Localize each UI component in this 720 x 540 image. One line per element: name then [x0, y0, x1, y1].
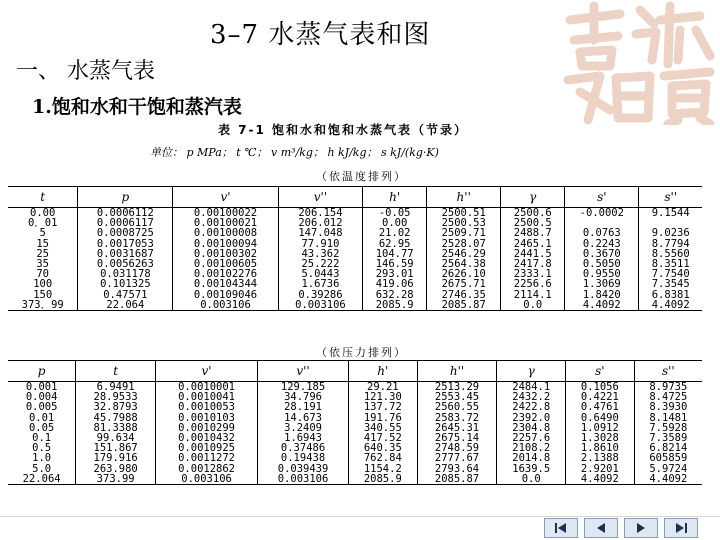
- table-row: [8, 474, 702, 485]
- table-cell: -0.0002: [565, 208, 639, 219]
- column-header: v': [156, 361, 258, 382]
- table-cell: 0.0008725: [78, 228, 173, 238]
- table-cell: 28.191: [258, 402, 349, 412]
- table-cell: 8.7794: [639, 239, 702, 249]
- table-cell: 2108.2: [497, 443, 566, 453]
- first-page-button[interactable]: [544, 518, 578, 538]
- table-cell: 4.4092: [566, 474, 635, 485]
- slide-navigation: [544, 518, 698, 538]
- table-cell: 2553.45: [417, 392, 497, 402]
- table-cell: 45.7988: [76, 413, 156, 423]
- table-cell: 2746.35: [427, 290, 501, 300]
- table-cell: 0.00100605: [173, 259, 278, 269]
- table-cell: 137.72: [349, 402, 418, 412]
- table-cell: 8.5560: [639, 249, 702, 259]
- table-cell: 2432.2: [497, 392, 566, 402]
- table-cell: 206.012: [278, 218, 363, 228]
- table-cell: 28.9533: [76, 392, 156, 402]
- table-cell: 7.5928: [634, 423, 702, 433]
- watermark-calligraphy: [560, 0, 720, 125]
- table-cell: 8.4725: [634, 392, 702, 402]
- table-cell: 100: [33, 278, 53, 291]
- table-cell: 0.00100021: [173, 218, 278, 228]
- table-cell: 9.0236: [639, 228, 702, 238]
- table-cell: 9.1544: [639, 208, 702, 219]
- table-cell: 2085.87: [417, 474, 497, 485]
- table-cell: 0.003106: [258, 474, 349, 485]
- table-cell: 0.0: [497, 474, 566, 485]
- table-cell: 2509.71: [427, 228, 501, 238]
- table-cell: 2793.64: [417, 464, 497, 474]
- table-cell: 0.003106: [278, 300, 363, 311]
- next-page-icon: [631, 522, 651, 534]
- table-cell: 0.00: [363, 218, 427, 228]
- subsection-title: 1.饱和水和干饱和蒸汽表: [32, 96, 242, 118]
- table-cell: 0.00100008: [173, 228, 278, 238]
- table-cell: 1154.2: [349, 464, 418, 474]
- previous-page-button[interactable]: [584, 518, 618, 538]
- table-cell: 0.05: [28, 421, 55, 434]
- table-cell: 1.8610: [566, 443, 635, 453]
- table-cell: 2500.6: [501, 208, 565, 219]
- table-cell: 34.796: [258, 392, 349, 402]
- table-cell: 0.0006112: [78, 208, 173, 219]
- table-cell: 2488.7: [501, 228, 565, 238]
- table-cell: 104.77: [363, 249, 427, 259]
- table-cell: 0.0012862: [156, 464, 258, 474]
- last-page-button[interactable]: [664, 518, 698, 538]
- table-cell: 1.0: [32, 452, 52, 465]
- table-cell: 99.634: [76, 433, 156, 443]
- table-cell: 32.8793: [76, 402, 156, 412]
- table-cell: 2560.55: [417, 402, 497, 412]
- table-cell: 7.7540: [639, 269, 702, 279]
- table-cell: 0.1: [32, 432, 52, 445]
- table-cell: 8.9735: [634, 382, 702, 393]
- table-cell: 6.8381: [639, 290, 702, 300]
- first-page-icon: [551, 522, 571, 534]
- column-header: s'': [639, 187, 702, 208]
- table-cell: 0.00109046: [173, 290, 278, 300]
- column-header: p: [8, 361, 76, 382]
- table-cell: 151.867: [76, 443, 156, 453]
- table-cell: 2528.07: [427, 239, 501, 249]
- table-cell: 2.9201: [566, 464, 635, 474]
- table-cell: 2085.9: [349, 474, 418, 485]
- table-cell: 0.6490: [566, 413, 635, 423]
- table-row: [8, 300, 702, 311]
- table-cell: 2422.8: [497, 402, 566, 412]
- column-header: p: [78, 187, 173, 208]
- table-cell: 0.0010103: [156, 413, 258, 423]
- table-cell: 0.0006117: [78, 218, 173, 228]
- table-cell: 0.39286: [278, 290, 363, 300]
- table-cell: 373.99: [76, 474, 156, 485]
- table-cell: 35: [36, 258, 50, 271]
- table-cell: 8.1481: [634, 413, 702, 423]
- units-line: 单位： p MPa； t ℃； v m³/kg； h kJ/kg； s kJ/(kg·K): [150, 146, 439, 159]
- table-cell: 419.06: [363, 279, 427, 289]
- table-cell: 6.8214: [634, 443, 702, 453]
- table-cell: 147.048: [278, 228, 363, 238]
- pressure-table-caption: （依压力排列）: [316, 346, 407, 359]
- table-cell: 7.3589: [634, 433, 702, 443]
- table-cell: 5.0443: [278, 269, 363, 279]
- table-cell: 0.0: [501, 300, 565, 311]
- table-cell: 1.6736: [278, 279, 363, 289]
- table-cell: 4.4092: [565, 300, 639, 311]
- column-header: s'': [634, 361, 702, 382]
- table-cell: 2626.10: [427, 269, 501, 279]
- table-cell: 77.910: [278, 239, 363, 249]
- table-cell: 0.0010299: [156, 423, 258, 433]
- table-cell: 2256.6: [501, 279, 565, 289]
- table-cell: 2675.14: [417, 433, 497, 443]
- table-cell: 1.6943: [258, 433, 349, 443]
- table-cell: 2546.29: [427, 249, 501, 259]
- section-title: 一、 水蒸气表: [16, 59, 155, 84]
- column-header: t: [8, 187, 78, 208]
- table-cell: 0.0056263: [78, 259, 173, 269]
- table-cell: 2014.8: [497, 453, 566, 463]
- table-cell: 146.59: [363, 259, 427, 269]
- table-cell: 762.84: [349, 453, 418, 463]
- table-cell: 2085.87: [427, 300, 501, 311]
- table-cell: 191.76: [349, 413, 418, 423]
- column-header: γ: [501, 187, 565, 208]
- table-cell: 62.95: [363, 239, 427, 249]
- table-cell: 0.00: [30, 207, 56, 219]
- footer-divider: [0, 516, 720, 517]
- table-cell: 1.0912: [566, 423, 635, 433]
- table-cell: 340.55: [349, 423, 418, 433]
- table-cell: 2257.6: [497, 433, 566, 443]
- table-cell: 0.0763: [565, 228, 639, 238]
- table-cell: 2.1388: [566, 453, 635, 463]
- table-cell: 1639.5: [497, 464, 566, 474]
- table-cell: 2114.1: [501, 290, 565, 300]
- table-cell: 5: [39, 227, 46, 240]
- column-header: h'': [427, 187, 501, 208]
- column-header: h': [363, 187, 427, 208]
- table-cell: 8.3930: [634, 402, 702, 412]
- table-cell: 4.4092: [634, 474, 702, 485]
- table-cell: 0.101325: [78, 279, 173, 289]
- table-cell: 0.00104344: [173, 279, 278, 289]
- table-cell: 70: [36, 268, 50, 281]
- table-cell: 0.039439: [258, 464, 349, 474]
- table-cell: 2777.67: [417, 453, 497, 463]
- table-cell: 0．01: [27, 217, 58, 230]
- table-cell: 4.4092: [639, 300, 702, 311]
- table-cell: 0.37486: [258, 443, 349, 453]
- table-cell: 14.673: [258, 413, 349, 423]
- table-cell: 0.0010053: [156, 402, 258, 412]
- table-cell: 29.21: [349, 382, 418, 393]
- table-cell: 0.0010001: [156, 382, 258, 393]
- table-cell: 25.222: [278, 259, 363, 269]
- column-header: h'': [417, 361, 497, 382]
- table-cell: 150: [33, 288, 53, 301]
- table-cell: 263.980: [76, 464, 156, 474]
- table-cell: 2500.51: [427, 208, 501, 219]
- table-cell: 0.031178: [78, 269, 173, 279]
- table-cell: 0.0017053: [78, 239, 173, 249]
- table-cell: 206.154: [278, 208, 363, 219]
- previous-page-icon: [591, 522, 611, 534]
- table-cell: 0.00100302: [173, 249, 278, 259]
- table-cell: 0.3670: [565, 249, 639, 259]
- table-cell: 81.3388: [76, 423, 156, 433]
- table-cell: 373．99: [8, 300, 78, 311]
- table-cell: 5.0: [32, 462, 52, 475]
- table-cell: 121.30: [349, 392, 418, 402]
- table-cell: 2748.59: [417, 443, 497, 453]
- table-cell: 0.003106: [156, 474, 258, 485]
- column-header: s': [565, 187, 639, 208]
- table-cell: 2465.1: [501, 239, 565, 249]
- table-cell: 0.005: [25, 401, 58, 414]
- column-header: v': [173, 187, 278, 208]
- table-cell: 0.001: [25, 381, 58, 393]
- table-cell: 2441.5: [501, 249, 565, 259]
- next-page-button[interactable]: [624, 518, 658, 538]
- table-cell: 2417.8: [501, 259, 565, 269]
- table-cell: 0.0031687: [78, 249, 173, 259]
- table-cell: 15: [36, 237, 50, 250]
- table-cell: 2583.72: [417, 413, 497, 423]
- table-cell: 129.185: [258, 382, 349, 393]
- table-cell: 2675.71: [427, 279, 501, 289]
- table-cell: 293.01: [363, 269, 427, 279]
- table-cell: 2500.53: [427, 218, 501, 228]
- table-cell: 0.9550: [565, 269, 639, 279]
- table-cell: 3.2409: [258, 423, 349, 433]
- table-cell: 605859: [634, 453, 702, 463]
- table-header-row: [8, 187, 702, 208]
- table-cell: 22.064: [78, 300, 173, 311]
- table-cell: 2564.38: [427, 259, 501, 269]
- table-cell: 0.0011272: [156, 453, 258, 463]
- table-cell: 43.362: [278, 249, 363, 259]
- last-page-icon: [671, 522, 691, 534]
- table-cell: 0.4761: [566, 402, 635, 412]
- table-cell: 2085.9: [363, 300, 427, 311]
- table-cell: 0.003106: [173, 300, 278, 311]
- table-cell: 0.004: [25, 391, 58, 404]
- table-cell: 7.3545: [639, 279, 702, 289]
- table-cell: -0.05: [363, 208, 427, 219]
- table-cell: 179.916: [76, 453, 156, 463]
- table-cell: 6.9491: [76, 382, 156, 393]
- table-cell: 0.0010925: [156, 443, 258, 453]
- table-cell: 417.52: [349, 433, 418, 443]
- table-cell: 25: [36, 247, 50, 260]
- table-cell: 5.9724: [634, 464, 702, 474]
- table-cell: 1.3069: [565, 279, 639, 289]
- table-cell: 0.1056: [566, 382, 635, 393]
- table-cell: 0.4221: [566, 392, 635, 402]
- table-cell: 0.47571: [78, 290, 173, 300]
- table-cell: 0.2243: [565, 239, 639, 249]
- table-cell: 2645.31: [417, 423, 497, 433]
- table-cell: 1.3028: [566, 433, 635, 443]
- table-cell: 2513.29: [417, 382, 497, 393]
- table-cell: 0.0010041: [156, 392, 258, 402]
- table-cell: 632.28: [363, 290, 427, 300]
- column-header: γ: [497, 361, 566, 382]
- table-header-row: [8, 361, 702, 382]
- table-cell: 1.8420: [565, 290, 639, 300]
- table-title: 表 7-1 饱和水和饱和水蒸气表（节录）: [218, 123, 469, 137]
- table-cell: 0.00102276: [173, 269, 278, 279]
- table-cell: 0.00100094: [173, 239, 278, 249]
- column-header: h': [349, 361, 418, 382]
- table-cell: 2333.1: [501, 269, 565, 279]
- table-cell: 0.19438: [258, 453, 349, 463]
- saturation-table-by-temperature: [8, 186, 702, 311]
- table-cell: 0.5050: [565, 259, 639, 269]
- table-cell: 0.5: [32, 442, 52, 455]
- table-cell: 0.0010432: [156, 433, 258, 443]
- table-cell: 2500.5: [501, 218, 565, 228]
- column-header: v'': [258, 361, 349, 382]
- table-cell: 21.02: [363, 228, 427, 238]
- column-header: s': [566, 361, 635, 382]
- temperature-table-caption: （依温度排列）: [316, 170, 407, 183]
- table-cell: 0.01: [28, 411, 55, 424]
- table-cell: 22.064: [8, 474, 76, 485]
- slide-title: 3–7 水蒸气表和图: [210, 20, 431, 50]
- column-header: v'': [278, 187, 363, 208]
- table-cell: 2392.0: [497, 413, 566, 423]
- table-cell: 640.35: [349, 443, 418, 453]
- saturation-table-by-pressure: [8, 360, 702, 485]
- table-cell: 2484.1: [497, 382, 566, 393]
- table-cell: 0.00100022: [173, 208, 278, 219]
- column-header: t: [76, 361, 156, 382]
- table-cell: 2304.8: [497, 423, 566, 433]
- table-cell: 8.3511: [639, 259, 702, 269]
